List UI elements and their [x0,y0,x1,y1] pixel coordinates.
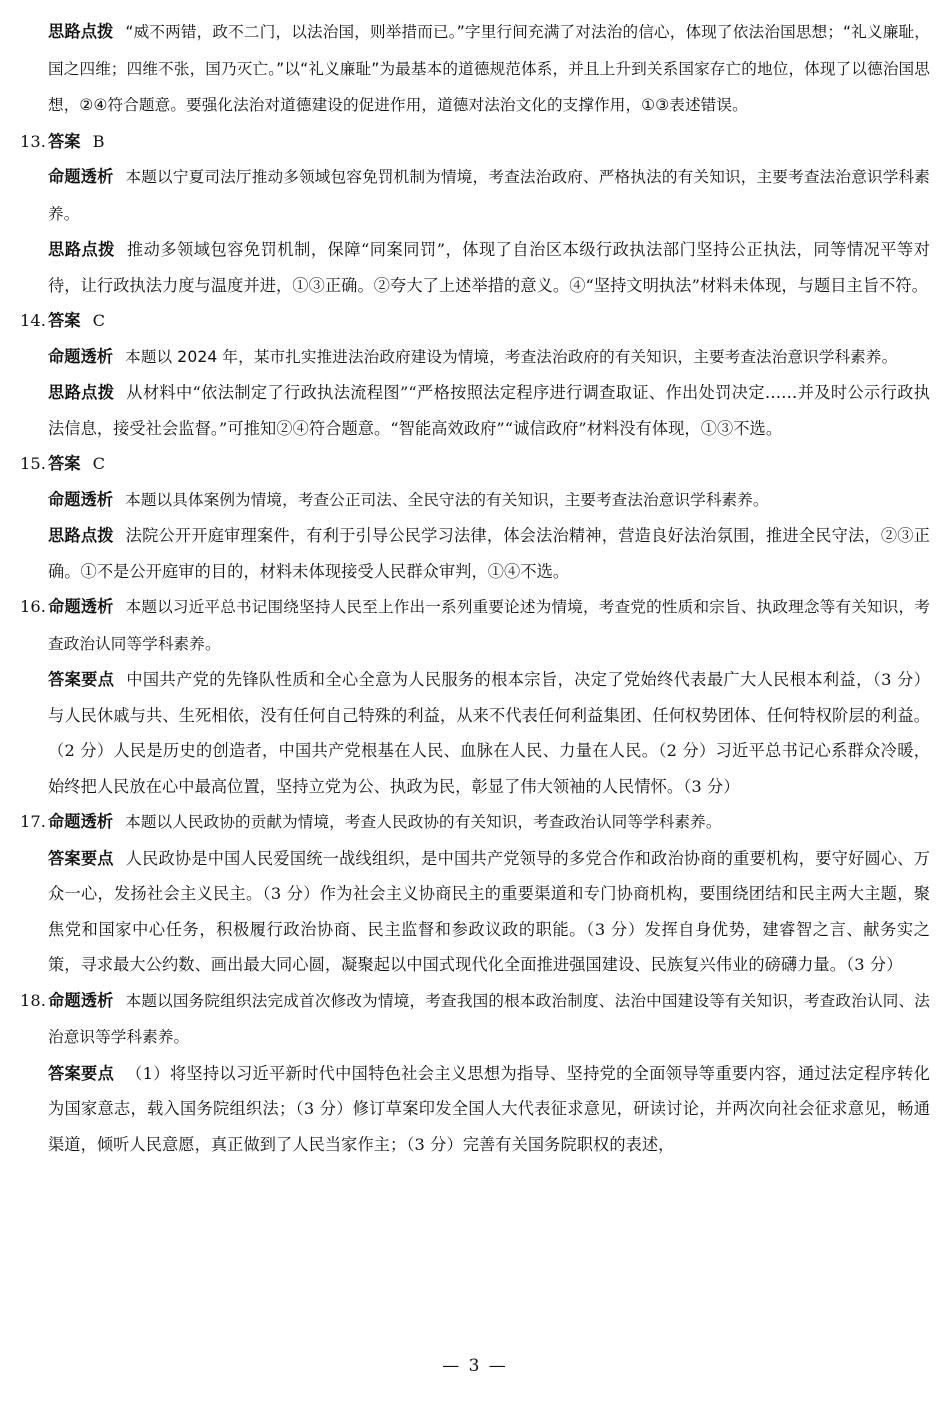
label: 命题透析 [48,990,114,1010]
label: 答案要点 [48,1063,115,1083]
label: 命题透析 [48,597,114,616]
label: 答案 [48,311,81,330]
item-15-analysis [20,482,930,519]
question-number: 13. [20,131,47,151]
body-text: 本题以宁夏司法厅推动多领域包容免罚机制为情境，考查法治政府、严格执法的有关知识，主要考查法治意识学科素养。 [48,168,930,223]
body-text: “威不两错，政不二门，以法治国，则举措而已。”字里行间充满了对法治的信心，体现了依法治国思想；“礼义廉耻，国之四维；四维不张，国乃灭亡。”以“礼义廉耻”为最基本的道德规范体系，并且上升到关系国家存亡的地位，体现了以德治国思想，②④符合题意。要强化法治对道德建设的促进作用，道德对法治文化的支撑作用，①③表述错误。 [48,23,930,114]
item-18-key-points [20,1056,930,1163]
answer-value: B [92,131,105,151]
body-text: （1）将坚持以习近平新时代中国特色社会主义思想为指导、坚持党的全面领导等重要内容，通过法定程序转化为国家意志，载入国务院组织法；（3 分）修订草案印发全国人大代表征求意见，研读讨论，并两次向社会征求意见，畅通渠道，倾听人民意愿，真正做到了人民当家作主；（3 分）完善有关国务院职权的表述， [48,1063,930,1154]
body-text: 本题以 2024 年，某市扎实推进法治政府建设为情境，考查法治政府的有关知识，主要考查法治意识学科素养。 [125,347,898,366]
label: 答案要点 [48,670,115,689]
item-13-answer [20,124,930,160]
item-16-analysis [20,589,930,662]
item-18-analysis [20,983,930,1056]
item-12-hint [20,14,930,124]
answer-value: C [92,454,106,473]
item-15-hint [20,518,930,589]
item-13-hint [20,232,930,303]
label: 命题透析 [48,812,114,831]
label: 答案 [48,454,81,473]
page-number: — 3 — [442,1356,508,1376]
body-text: 从材料中“依法制定了行政执法流程图”“严格按照法定程序进行调查取证、作出处罚决定……并及时公示行政执法信息，接受社会监督。”可推知②④符合题意。“智能高效政府”“诚信政府”材料没有体现，①③不选。 [48,383,930,438]
body-text: 法院公开开庭审理案件，有利于引导公民学习法律，体会法治精神，营造良好法治氛围，推进全民守法，②③正确。①不是公开庭审的目的，材料未体现接受人民群众审判，①④不选。 [48,526,930,581]
item-14-answer [20,303,930,339]
label: 答案要点 [48,848,114,868]
item-17-analysis [20,804,930,841]
body-text: 推动多领域包容免罚机制，保障“同案同罚”，体现了自治区本级行政执法部门坚持公正执法，同等情况平等对待，让行政执法力度与温度并进，①③正确。②夸大了上述举措的意义。④“坚持文明执法”材料未体现，与题目主旨不符。 [48,240,930,295]
item-17-key-points [20,841,930,983]
label: 思路点拨 [48,22,114,41]
body-text: 本题以人民政协的贡献为情境，考查人民政协的有关知识，考查政治认同等学科素养。 [125,813,722,831]
body-text: 本题以习近平总书记围绕坚持人民至上作出一系列重要论述为情境，考查党的性质和宗旨、执政理念等有关知识，考查政治认同等学科素养。 [48,598,930,653]
item-14-analysis [20,339,930,376]
label: 思路点拨 [48,240,115,259]
label: 答案 [48,131,81,151]
question-number: 18. [20,990,47,1010]
body-text: 本题以具体案例为情境，考查公正司法、全民守法的有关知识，主要考查法治意识学科素养。 [125,490,769,509]
body-text: 本题以国务院组织法完成首次修改为情境，考查我国的根本政治制度、法治中国建设等有关知识，考查政治认同、法治意识等学科素养。 [48,991,930,1046]
label: 思路点拨 [48,383,115,402]
label: 命题透析 [48,167,114,186]
label: 命题透析 [48,346,114,366]
question-number: 15. [20,454,47,473]
label: 思路点拨 [48,526,114,545]
question-number: 16. [20,597,47,616]
item-16-key-points [20,662,930,804]
question-number: 17. [20,812,47,831]
item-14-hint [20,375,930,446]
body-text: 中国共产党的先锋队性质和全心全意为人民服务的根本宗旨，决定了党始终代表最广大人民根本利益，（3 分）与人民休戚与共、生死相依，没有任何自己特殊的利益，从来不代表任何利益集团、任何权势团体、任何特权阶层的利益。（2 分）人民是历史的创造者，中国共产党根基在人民、血脉在人民、力量在人民。（2 分）习近平总书记心系群众冷暖，始终把人民放在心中最高位置，坚持立党为公、执政为民，彰显了伟大领袖的人民情怀。（3 分） [48,670,930,796]
item-15-answer [20,446,930,482]
question-number: 14. [20,311,47,330]
answer-value: C [92,311,106,330]
body-text: 人民政协是中国人民爱国统一战线组织，是中国共产党领导的多党合作和政治协商的重要机构，要守好圆心、万众一心，发扬社会主义民主。（3 分）作为社会主义协商民主的重要渠道和专门协商机构，要围绕团结和民主两大主题，聚焦党和国家中心任务，积极履行政治协商、民主监督和参政议政的职能。（3 分）发挥自身优势，建睿智之言、献务实之策，寻求最大公约数、画出最大同心圆，凝聚起以中国式现代化全面推进强国建设、民族复兴伟业的磅礴力量。（3 分） [48,848,930,974]
item-13-analysis [20,159,930,232]
label: 命题透析 [48,489,114,509]
